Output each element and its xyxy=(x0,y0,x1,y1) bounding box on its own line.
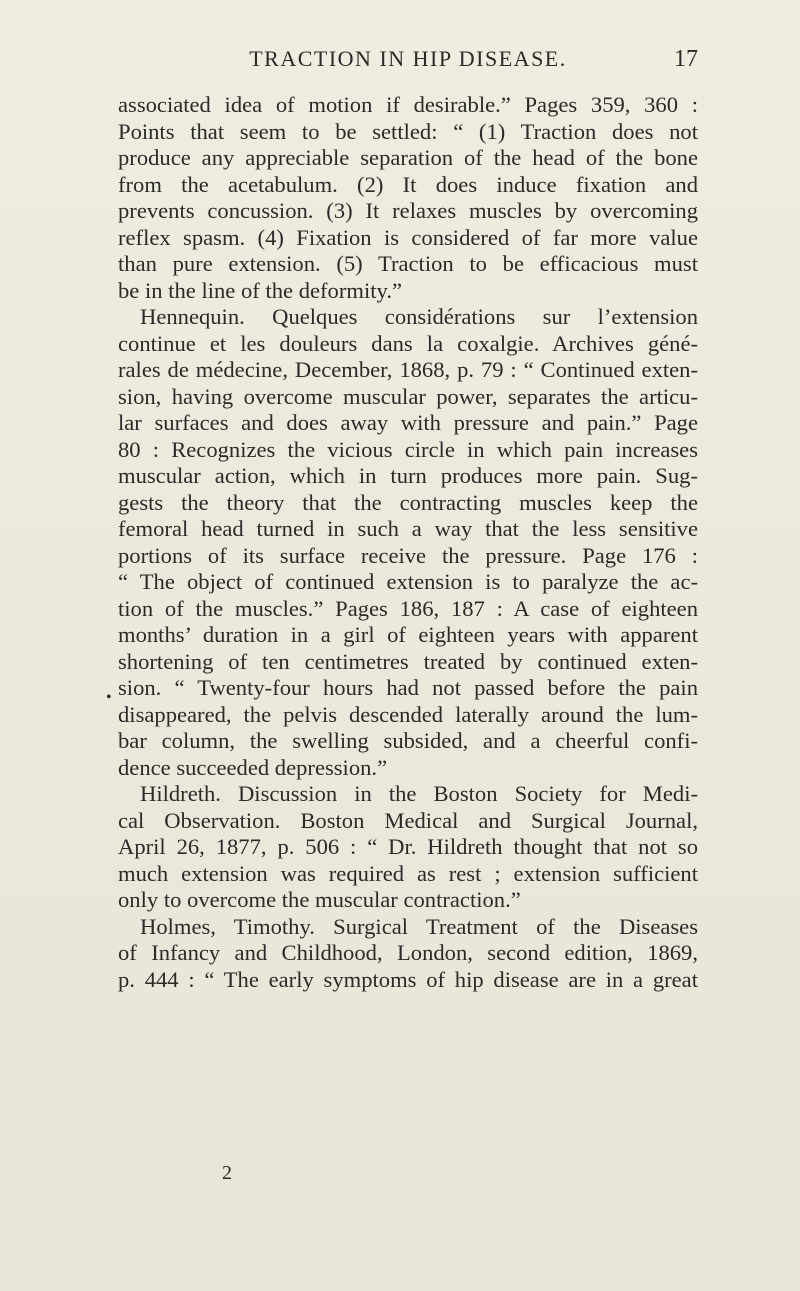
text-line: lar surfaces and does away with pressure and pain.” Page xyxy=(118,410,698,435)
text-line: of Infancy and Childhood, London, second edition, 1869, xyxy=(118,940,698,965)
text-line: “ The object of continued extension is to paralyze the ac- xyxy=(118,569,698,594)
text-line: produce any appreciable separation of the head of the bone xyxy=(118,145,698,170)
text-line: continue et les douleurs dans la coxalgie. Archives géné- xyxy=(118,330,698,356)
text-line: dence succeeded depression.” xyxy=(118,754,388,780)
text-line: tion of the muscles.” Pages 186, 187 : A case of eighteen xyxy=(118,595,698,621)
text-line: prevents concussion. (3) It relaxes muscles by overcoming xyxy=(118,198,698,223)
text-line: be in the line of the deformity.” xyxy=(118,277,402,303)
signature-mark: 2 xyxy=(222,1162,232,1184)
text-line: April 26, 1877, p. 506 : “ Dr. Hildreth thought that not so xyxy=(118,834,698,859)
text-line: portions of its surface receive the pressure. Page 176 : xyxy=(118,542,698,568)
text-line: associated idea of motion if desirable.” Pages 359, 360 : xyxy=(118,92,698,117)
text-line: than pure extension. (5) Traction to be efficacious must xyxy=(118,251,698,276)
page-number: 17 xyxy=(674,46,698,72)
text-line: Hennequin. Quelques considérations sur l’extension xyxy=(140,304,698,329)
text-line: Points that seem to be settled: “ (1) Traction does not xyxy=(118,118,698,144)
text-line: 80 : Recognizes the vicious circle in which pain increases xyxy=(118,436,698,462)
text-line: disappeared, the pelvis descended laterally around the lum- xyxy=(118,701,698,727)
text-line: from the acetabulum. (2) It does induce fixation and xyxy=(118,171,698,197)
text-line: p. 444 : “ The early symptoms of hip disease are in a great xyxy=(118,966,698,992)
body-text xyxy=(118,92,698,993)
text-line: rales de médecine, December, 1868, p. 79 : “ Continued exten- xyxy=(118,357,698,382)
text-line: cal Observation. Boston Medical and Surgical Journal, xyxy=(118,807,698,833)
text-line: sion, having overcome muscular power, separates the articu- xyxy=(118,383,698,409)
running-head-title: TRACTION IN HIP DISEASE. xyxy=(249,46,567,71)
text-line: shortening of ten centimetres treated by continued exten- xyxy=(118,648,698,674)
text-line: months’ duration in a girl of eighteen years with apparent xyxy=(118,622,698,647)
text-line: Hildreth. Discussion in the Boston Society for Medi- xyxy=(140,781,698,806)
text-line: much extension was required as rest ; extension sufficient xyxy=(118,860,698,886)
text-line: reflex spasm. (4) Fixation is considered of far more value xyxy=(118,224,698,250)
text-line: Holmes, Timothy. Surgical Treatment of the Diseases xyxy=(140,913,698,939)
text-line: bar column, the swelling subsided, and a cheerful confi- xyxy=(118,728,698,753)
text-line: only to overcome the muscular contraction.” xyxy=(118,887,521,912)
text-line: femoral head turned in such a way that the less sensitive xyxy=(118,516,698,541)
text-line: gests the theory that the contracting muscles keep the xyxy=(118,489,698,515)
text-line: sion. “ Twenty-four hours had not passed before the pain xyxy=(118,675,698,700)
text-line: muscular action, which in turn produces more pain. Sug- xyxy=(118,463,698,488)
running-head xyxy=(118,46,698,76)
margin-mark: • xyxy=(106,689,112,706)
